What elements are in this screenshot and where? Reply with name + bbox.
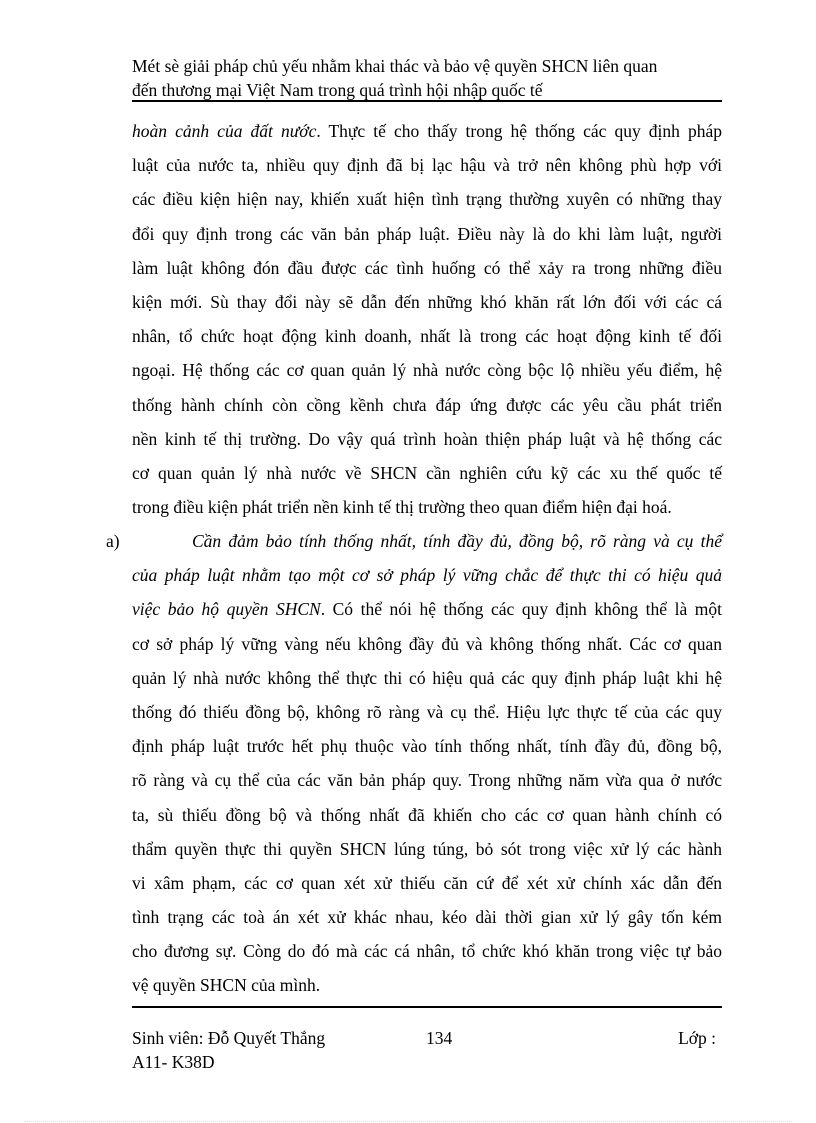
header-rule	[132, 100, 722, 102]
paragraph-line: cho đương sự. Còng do đó mà các cá nhân, tổ chức khó khăn trong việc tự bảo	[132, 941, 722, 962]
footer-student-name: Sinh viên: Đỗ Quyết Thắng	[132, 1028, 326, 1048]
paragraph-line: vệ quyền SHCN của mình.	[132, 975, 321, 996]
paragraph-line: đổi quy định trong các văn bản pháp luật. Điều này là do khi làm luật, người	[132, 223, 722, 244]
paragraph-line: kiện mới. Sù thay đổi này sẽ dẫn đến những khó khăn rất lớn đối với các cá	[132, 291, 722, 312]
page-edge-divider	[24, 1121, 792, 1122]
paragraph-line: định pháp luật trước hết phụ thuộc vào tính thống nhất, tính đầy đủ, đồng bộ,	[132, 736, 722, 757]
paragraph-line: nền kinh tế thị trường. Do vậy quá trình hoàn thiện pháp luật và hệ thống các	[132, 428, 722, 449]
paragraph-line: vi xâm phạm, các cơ quan xét xử thiếu căn cứ để xét xử chính xác dẫn đến	[132, 872, 722, 893]
header-title-line-2: đến thương mại Việt Nam trong quá trình hội nhập quốc tế	[132, 80, 543, 100]
paragraph-line: thẩm quyền thực thi quyền SHCN lúng túng, bỏ sót trong việc xử lý các hành	[132, 838, 722, 859]
paragraph-line: ta, sù thiếu đồng bộ và thống nhất đã khiến cho các cơ quan hành chính có	[132, 804, 722, 825]
footer-rule	[132, 1006, 722, 1008]
paragraph-line: thống hành chính còn cồng kềnh chưa đáp ứng được các yêu cầu phát triển	[132, 394, 722, 415]
item-heading-line: Cần đảm bảo tính thống nhất, tính đầy đủ, đồng bộ, rõ ràng và cụ thể	[192, 531, 722, 551]
italic-phrase: hoàn cảnh của đất nước	[132, 121, 317, 141]
paragraph-line: cơ quan quản lý nhà nước về SHCN cần nghiên cứu kỹ các xu thế quốc tế	[132, 462, 722, 483]
text-run: . Có thể nói hệ thống các quy định không thể là một	[320, 599, 722, 620]
header-title-line-1: Mét sè giải pháp chủ yếu nhằm khai thác và bảo vệ quyền SHCN liên quan	[132, 56, 658, 76]
paragraph-line: trong điều kiện phát triển nền kinh tế thị trường theo quan điểm hiện đại hoá.	[132, 497, 672, 518]
paragraph-line	[132, 592, 722, 626]
item-heading-line: của pháp luật nhằm tạo một cơ sở pháp lý vững chắc để thực thi có hiệu quả	[132, 565, 722, 586]
paragraph-line: nhân, tổ chức hoạt động kinh doanh, nhất là trong các hoạt động kinh tế đối	[132, 326, 722, 347]
page-footer	[132, 1026, 722, 1072]
list-item-a	[132, 524, 722, 1003]
footer-class-label: Lớp :	[678, 1028, 716, 1048]
paragraph-line: ngoại. Hệ thống các cơ quan quản lý nhà nước còng bộc lộ nhiều yếu điểm, hệ	[132, 360, 722, 381]
paragraph-line: luật của nước ta, nhiều quy định đã bị lạc hậu và trở nên không phù hợp với	[132, 155, 722, 176]
running-header	[132, 54, 722, 102]
list-marker-a: a)	[106, 531, 120, 551]
paragraph-line: thống đó thiếu đồng bộ, không rõ ràng và cụ thể. Hiệu lực thực tế của các quy	[132, 701, 722, 722]
footer-class-code: A11- K38D	[132, 1052, 215, 1072]
paragraph-line: cơ sở pháp lý vững vàng nếu không đầy đủ và không thống nhất. Các cơ quan	[132, 633, 722, 654]
page-number: 134	[426, 1028, 453, 1048]
paragraph-line: quản lý nhà nước không thể thực thi có hiệu quả các quy định pháp luật khi hệ	[132, 667, 722, 688]
paragraph-continued	[132, 114, 722, 524]
paragraph-line: tình trạng các toà án xét xử khác nhau, kéo dài thời gian xử lý gây tốn kém	[132, 907, 722, 928]
text-run: . Thực tế cho thấy trong hệ thống các quy định pháp	[316, 121, 722, 141]
italic-phrase: việc bảo hộ quyền SHCN	[132, 599, 321, 620]
paragraph-line: các điều kiện hiện nay, khiến xuất hiện tình trạng thường xuyên có những thay	[132, 189, 722, 210]
paragraph-line: làm luật không đón đầu được các tình huống có thể xảy ra trong những điều	[132, 257, 722, 278]
paragraph-line: rõ ràng và cụ thể của các văn bản pháp quy. Trong những năm vừa qua ở nước	[132, 770, 722, 791]
paragraph-line	[132, 114, 722, 148]
